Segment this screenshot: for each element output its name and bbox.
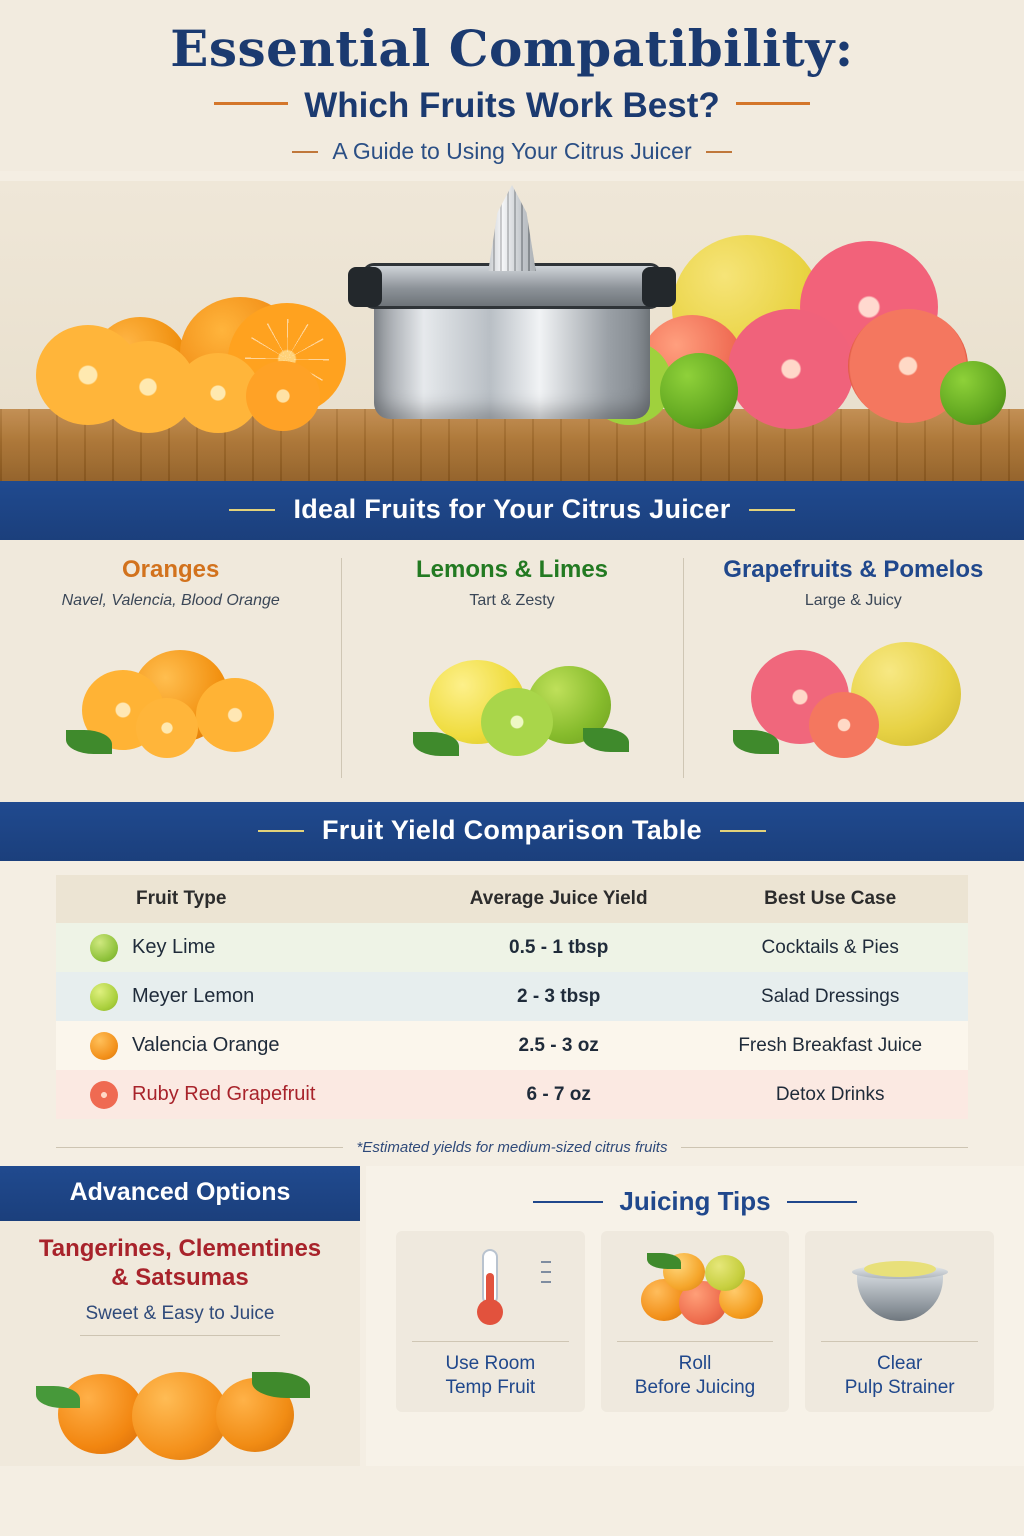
cell-yield: 0.5 - 1 tbsp [509,936,609,958]
advanced-options-subtitle: Sweet & Easy to Juice [85,1302,275,1324]
fruit-yield-table [56,875,968,1119]
table-row [56,923,968,972]
table-row [56,1021,968,1070]
leaf-2-icon [583,728,629,752]
advanced-options-title [0,1221,360,1293]
table-header-row [56,875,968,923]
ruby-grapefruit-icon [90,1081,118,1109]
tips-rule-left [533,1201,603,1203]
orange-slice-icon [136,698,198,758]
cell-use-case: Cocktails & Pies [761,936,899,958]
cell-use-case: Fresh Breakfast Juice [738,1034,923,1056]
valencia-orange-icon [90,1032,118,1060]
page-subtitle: Which Fruits Work Best? [304,86,720,125]
tips-list [382,1217,1008,1412]
grapefruit-slice-icon [809,692,879,758]
column-header-fruit-type: Fruit Type [56,875,425,923]
ideal-column-lemons-limes [341,540,682,802]
juicing-tips-title: Juicing Tips [619,1186,771,1216]
juicing-tips-panel [360,1166,1024,1466]
juicing-tips-header [382,1176,1008,1217]
advanced-options-banner: Advanced Options [0,1166,360,1221]
thermometer-tick [541,1281,551,1283]
ideal-grapefruits-art [693,620,1014,770]
banner-tick-left [258,830,304,832]
tagline-row [40,138,984,165]
ideal-column-oranges [0,540,341,802]
tip-card-pulp-strainer [805,1231,994,1412]
advanced-title-line-1: Tangerines, Clementines [38,1235,322,1262]
table-row [56,1070,968,1119]
yield-table-wrapper [0,861,1024,1125]
footnote-rule-right [681,1147,968,1148]
ideal-oranges-title: Oranges [121,556,220,583]
table-body [56,923,968,1119]
ideal-fruits-columns [0,540,1024,802]
ideal-grapefruits-title: Grapefruits & Pomelos [723,556,984,583]
advanced-divider [80,1335,280,1336]
hero-image [0,181,1024,481]
footnote-rule-left [56,1147,343,1148]
advanced-title-line-2: & Satsumas [111,1263,249,1291]
lemon-icon [705,1255,745,1291]
citrus-juicer-icon [362,209,662,419]
cell-yield: 2 - 3 tbsp [516,985,601,1007]
cell-fruit-type: Key Lime [56,923,425,972]
strainer-bowl-body [857,1275,943,1321]
tip-label-line-1: Roll [678,1353,712,1374]
tip-label-roll-fruit [617,1341,774,1400]
ideal-column-grapefruits [683,540,1024,802]
column-header-yield: Average Juice Yield [425,875,692,923]
juicer-handle-left [348,267,382,307]
ideal-lemons-title: Lemons & Limes [415,556,609,583]
tip-label-line-1: Use Room [445,1353,536,1374]
tagline-dash-left [292,151,318,153]
tangerines-art [0,1340,360,1460]
cell-use-case: Salad Dressings [761,985,900,1007]
cell-fruit-type: Ruby Red Grapefruit [56,1070,425,1119]
tip-card-roll-fruit [601,1231,790,1412]
column-header-use-case: Best Use Case [692,875,968,923]
tip-label-line-1: Clear [876,1353,923,1374]
cell-fruit-type: Meyer Lemon [56,972,425,1021]
divider-left [214,102,288,105]
grapefruit-half-2-icon [728,309,854,429]
tagline-dash-right [706,151,732,153]
banner-tick-right [720,830,766,832]
cell-yield: 6 - 7 oz [526,1083,591,1105]
ideal-lemons-art [351,620,672,770]
meyer-lemon-icon [90,983,118,1011]
ideal-oranges-subtitle: Navel, Valencia, Blood Orange [61,592,280,609]
thermometer-tick [541,1261,551,1263]
poster-header [0,0,1024,171]
page-tagline: A Guide to Using Your Citrus Juicer [332,138,692,164]
key-lime-icon [90,934,118,962]
table-footnote-row [0,1125,1024,1166]
citrus-pile-icon [607,1241,784,1335]
strainer-bowl-icon [811,1241,988,1335]
advanced-options-panel [0,1166,360,1466]
tips-rule-right [787,1201,857,1203]
thermometer-tick [541,1271,551,1273]
tip-label-line-2: Temp Fruit [445,1376,536,1398]
tip-card-room-temp [396,1231,585,1412]
tip-label-line-2: Pulp Strainer [844,1376,955,1398]
juicer-base [374,297,650,419]
tip-label-line-2: Before Juicing [634,1376,756,1398]
cell-yield: 2.5 - 3 oz [518,1034,599,1056]
thermometer-icon [402,1241,579,1335]
ideal-lemons-subtitle: Tart & Zesty [469,592,555,609]
ideal-fruits-banner [0,481,1024,540]
table-row [56,972,968,1021]
bottom-section [0,1166,1024,1466]
tip-label-pulp-strainer [821,1341,978,1400]
lime-2-icon [940,361,1006,425]
divider-right [736,102,810,105]
page-title: Essential Compatibility: [170,19,854,78]
orange-slice-4-icon [246,361,320,431]
yield-table-banner [0,802,1024,861]
pulp-icon [864,1261,936,1277]
ideal-grapefruits-subtitle: Large & Juicy [804,592,902,609]
yield-table-title: Fruit Yield Comparison Table [322,815,702,845]
banner-tick-left [229,509,275,511]
juicer-handle-right [642,267,676,307]
thermometer-bulb [477,1299,503,1325]
clementine-icon [132,1372,228,1460]
lime-icon [660,353,738,429]
table-footnote: *Estimated yields for medium-sized citrus fruits [356,1139,668,1156]
ideal-oranges-art [10,620,331,770]
subtitle-row [40,80,984,126]
tip-label-room-temp [412,1341,569,1400]
leaf-icon [647,1253,681,1269]
cell-use-case: Detox Drinks [775,1083,885,1105]
lime-half-icon [481,688,553,756]
orange-half-2-icon [196,678,274,752]
ideal-fruits-title: Ideal Fruits for Your Citrus Juicer [293,494,731,524]
banner-tick-right [749,509,795,511]
cell-fruit-type: Valencia Orange [56,1021,425,1070]
table-header [56,875,968,923]
